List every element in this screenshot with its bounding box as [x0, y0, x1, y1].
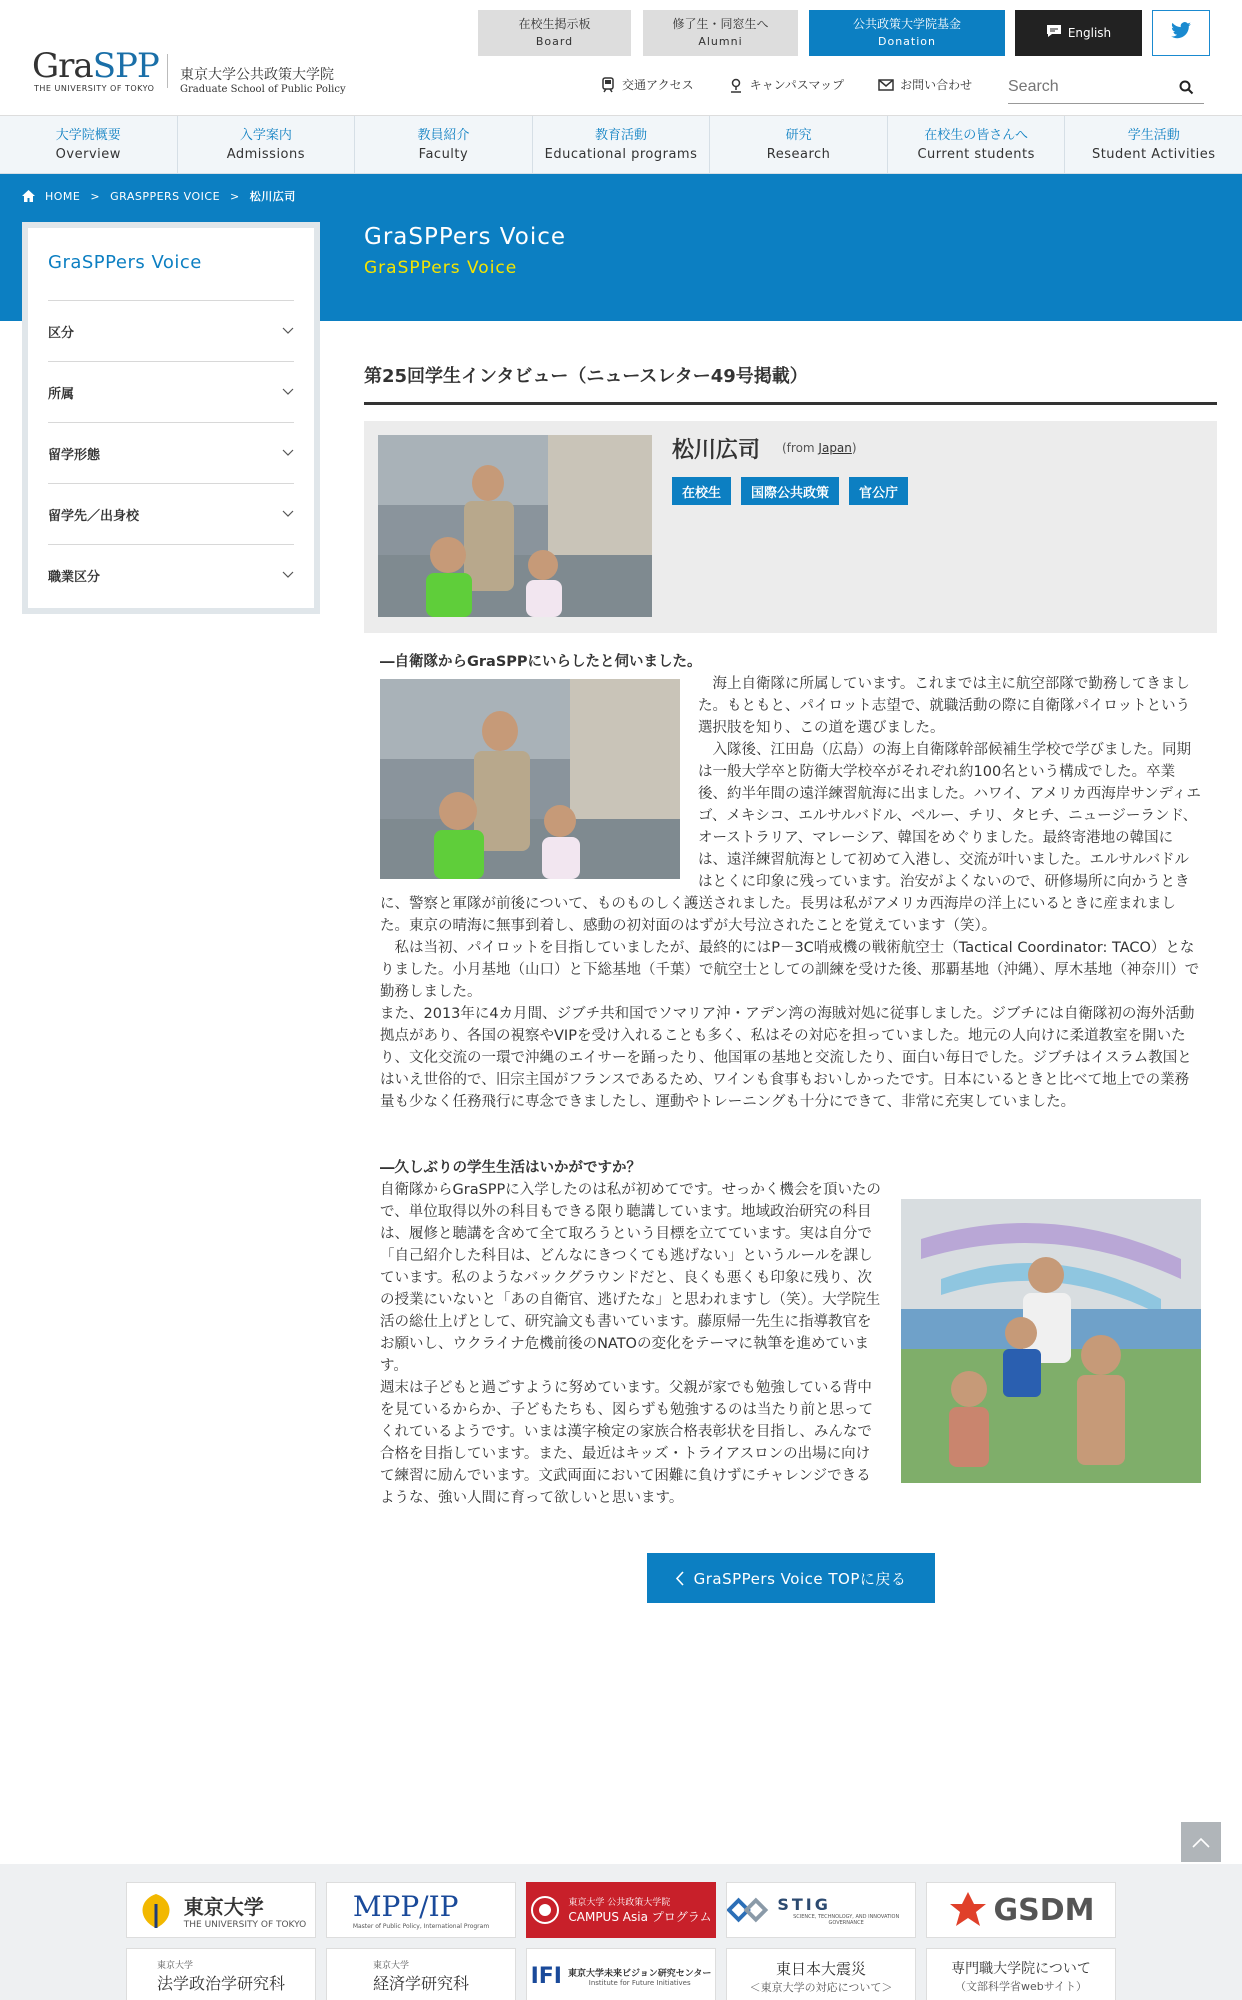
banner-professional-text: 専門職大学院について （文部科学省webサイト） [951, 1961, 1091, 1993]
global-nav [0, 116, 1242, 174]
sidebar-item-category[interactable] [48, 300, 294, 361]
answer-1-paragraph-1: 海上自衛隊に所属しています。これまでは主に航空部隊で勤務してきました。もともと、パイロット志望で、就職活動の際に自衛隊パイロットという選択肢を知り、この道を選びました。 [698, 676, 1191, 736]
sidebar-item-label: 区分 [48, 325, 75, 341]
chevron-down-icon [282, 571, 294, 579]
alumni-button-label: 修了生・同窓生へ [672, 17, 769, 31]
nav-item-label-en: Educational programs [544, 146, 698, 162]
banner-ifi-text: 東京大学未来ビジョン研究センター Institute for Future Initiatives [567, 1968, 712, 1987]
nav-item-label-en: Research [766, 146, 831, 162]
back-button-label: GraSPPers Voice TOPに戻る [693, 1569, 907, 1588]
banner-ifi[interactable] [526, 1948, 716, 2000]
logo-japanese-name: 東京大学公共政策大学院 [180, 67, 334, 83]
article-photo-2 [901, 1199, 1201, 1483]
nav-item-current-students[interactable] [888, 116, 1066, 173]
board-button[interactable] [478, 10, 631, 56]
sidebar-title[interactable]: GraSPPers Voice [48, 252, 202, 273]
sidebar-item-school[interactable] [48, 483, 294, 544]
nav-item-label-en: Faculty [418, 146, 469, 162]
chevron-down-icon [282, 510, 294, 518]
nav-item-label-en: Admissions [226, 146, 306, 162]
search-box [1008, 72, 1204, 104]
banner-utokyo-text: 東京大学 THE UNIVERSITY OF TOKYO [183, 1894, 307, 1930]
nav-item-student-activities[interactable] [1065, 116, 1242, 173]
article-photo-1 [380, 679, 680, 879]
gsdm-logo-icon [948, 1890, 988, 1930]
banner-economics-text: 東京大学 経済学研究科 [372, 1961, 469, 1993]
nav-item-label-jp: 教員紹介 [417, 127, 470, 143]
access-link-label: 交通アクセス [622, 78, 694, 92]
donation-button[interactable] [809, 10, 1005, 56]
map-pin-icon [728, 77, 744, 93]
breadcrumb-separator: > [230, 189, 240, 203]
page-title: GraSPPers Voice [364, 224, 566, 250]
nav-item-label-jp: 入学案内 [239, 127, 292, 143]
sidebar-item-label: 留学先／出身校 [48, 508, 140, 524]
contact-link-label: お問い合わせ [900, 78, 973, 92]
logo-subtitle: THE UNIVERSITY OF TOKYO [34, 84, 155, 93]
banner-campus-asia-text: 東京大学 公共政策大学院 CAMPUS Asia プログラム [568, 1898, 712, 1924]
home-icon [22, 190, 35, 202]
nav-item-label-en: Overview [55, 146, 121, 162]
nav-item-label-jp: 在校生の皆さんへ [924, 127, 1029, 143]
site-header [0, 0, 1242, 116]
banner-gsdm-text: GSDM [993, 1892, 1095, 1928]
search-icon[interactable] [1179, 80, 1194, 99]
footer [0, 1864, 1242, 2000]
back-to-top-list-button[interactable] [647, 1553, 935, 1603]
answer-1-paragraph-2: 入隊後、江田島（広島）の海上自衛隊幹部候補生学校で学びました。同期は一般大学卒と防衛大学校卒がそれぞれ約100名という構成でした。卒業後、約半年間の遠洋練習航海に出ました。ハワイ、アメリカ西海岸サンディエゴ、メキシコ、エルサルバドル、ペルー、チリ、タヒチ、ニュージーランド、オーストラリア、マレーシア、韓国をめぐりました。最終寄港地の韓国には、遠洋練習航海として初めて入港し、交流が叶いました。エルサルバドルはとくに印象に残っています。治安がよくないので、研修場所に向かうときに、警察と軍隊が前後について、ものものしく護送されました。長男は私がアメリカ西海岸の洋上にいるときに産まれました。東京の晴海に無事到着し、感動の初対面のはずが大号泣されたことを覚えています（笑）。 [380, 742, 1201, 934]
stig-logo-icon [727, 1897, 769, 1923]
nav-item-educational-programs[interactable] [533, 116, 711, 173]
tag-list [672, 477, 908, 505]
breadcrumb-home[interactable]: HOME [45, 189, 81, 203]
board-button-label: 在校生掲示板 [518, 17, 591, 31]
tag-enrolled[interactable]: 在校生 [672, 477, 731, 505]
banner-campus-asia[interactable] [526, 1882, 716, 1938]
banner-stig[interactable] [726, 1882, 916, 1938]
alumni-button[interactable] [643, 10, 798, 56]
nav-item-label-jp: 教育活動 [595, 127, 648, 143]
chevron-left-icon [675, 1571, 684, 1586]
sidebar-item-label: 所属 [48, 386, 75, 402]
sidebar-item-occupation[interactable] [48, 544, 294, 605]
train-icon [600, 77, 616, 93]
nav-item-label-en: Current students [917, 146, 1035, 162]
partner-banners [126, 1882, 1116, 2000]
nav-item-admissions[interactable] [178, 116, 356, 173]
search-input[interactable] [1008, 72, 1168, 102]
sidebar-item-label: 職業区分 [48, 569, 101, 585]
nav-item-research[interactable] [710, 116, 888, 173]
origin-prefix: (from [782, 441, 819, 455]
banner-mpp-ip[interactable] [326, 1882, 516, 1938]
mail-icon [878, 78, 894, 92]
banner-stig-text: STIG SCIENCE, TECHNOLOGY, AND INNOVATION GOVERNANCE [777, 1894, 900, 1926]
tag-sector[interactable]: 官公庁 [849, 477, 908, 505]
sidebar-item-study-type[interactable] [48, 422, 294, 483]
ginkgo-logo-icon [136, 1890, 176, 1930]
contact-link[interactable] [878, 76, 972, 93]
banner-mpp-text: MPP/IP Master of Public Policy, International Program [352, 1890, 490, 1930]
logo-mark: GraSPP [32, 46, 159, 86]
tag-program[interactable]: 国際公共政策 [741, 477, 839, 505]
campus-map-link[interactable] [728, 76, 844, 93]
article-body [364, 651, 1217, 1509]
student-name: 松川広司 [672, 438, 761, 463]
nav-item-label-jp: 研究 [785, 127, 812, 143]
answer-1-paragraph-4: また、2013年に4カ月間、ジブチ共和国でソマリア沖・アデン湾の海賊対処に従事しました。ジブチには自衛隊初の海外活動拠点があり、各国の視察やVIPを受け入れることも多く、私はその対応を担っていました。地元の人向けに柔道教室を開いたり、文化交流の一環で沖縄のエイサーを踊ったり、他国軍の基地と交流したり、面白い毎日でした。ジブチはイスラム教国とはいえ世俗的で、旧宗主国がフランスであるため、ワインも食事もおいしかったです。日本にいるときと比べて地上での業務量も少なく任務飛行に専念できましたし、運動やトレーニングも十分にできて、非常に充実していました。 [380, 1006, 1195, 1110]
nav-item-overview[interactable] [0, 116, 178, 173]
utility-links [600, 76, 972, 93]
sidebar-item-affiliation[interactable] [48, 361, 294, 422]
answer-2-paragraph-1: 自衛隊からGraSPPに入学したのは私が初めてです。せっかく機会を頂いたので、単位取得以外の科目もできる限り聴講しています。地域政治研究の科目は、履修と聴講を含めて全て取ろうという目標を立てています。実は自分で「自己紹介した科目は、どんなにきつくても逃げない」というルールを課しています。私のようなバックグラウンドだと、良くも悪くも印象に残り、次の授業にいないと「あの自衛官、逃げたな」と思われますし（笑）。大学院生活の総仕上げとして、研究論文も書いています。藤原帰一先生に指導教官をお願いし、ウクライナ危機前後のNATOの変化をテーマに執筆を進めています。 [380, 1182, 881, 1374]
speech-bubble-icon [1046, 24, 1062, 43]
profile-photo [378, 435, 652, 617]
campus-map-link-label: キャンパスマップ [749, 78, 845, 92]
twitter-icon [1170, 22, 1192, 45]
sidebar-item-label: 留学形態 [48, 447, 101, 463]
access-link[interactable] [600, 76, 694, 93]
question-2: ―久しぶりの学生生活はいかがですか？ [380, 1160, 641, 1176]
question-1: ―自衛隊からGraSPPにいらしたと伺いました。 [380, 654, 702, 670]
origin-suffix: ) [851, 441, 857, 455]
english-button[interactable] [1015, 10, 1142, 56]
banner-earthquake[interactable] [726, 1948, 916, 2000]
donation-button-sublabel: Donation [878, 35, 936, 48]
logo-divider [167, 54, 168, 88]
english-button-label: English [1067, 25, 1112, 40]
breadcrumb [22, 188, 296, 204]
board-button-sublabel: Board [535, 35, 574, 48]
chevron-down-icon [282, 388, 294, 396]
answer-2-paragraph-2: 週末は子どもと過ごすように努めています。父親が家でも勉強している背中を見ているからか、子どもたちも、図らずも勉強するのは当たり前と思ってくれているようです。いまは漢字検定の家族合格表彰状を目指し、みんなで合格を目指しています。また、最近はキッズ・トライアスロンの出場に向けて練習に励んでいます。文武両面において困難に負けずにチャレンジできるような、強い人間に育って欲しいと思います。 [380, 1380, 873, 1506]
nav-item-faculty[interactable] [355, 116, 533, 173]
donation-button-label: 公共政策大学院基金 [852, 17, 961, 31]
breadcrumb-current: 松川広司 [249, 190, 296, 203]
site-logo[interactable] [32, 46, 352, 98]
logo-english-name: Graduate School of Public Policy [180, 84, 346, 95]
page-subtitle: GraSPPers Voice [364, 258, 518, 278]
main-content [364, 322, 1217, 1603]
alumni-button-sublabel: Alumni [698, 35, 743, 48]
chevron-down-icon [282, 327, 294, 335]
sidebar [22, 222, 320, 614]
breadcrumb-graspper-voice[interactable]: GRASPPERS VOICE [110, 189, 221, 203]
chevron-down-icon [282, 449, 294, 457]
chevron-up-icon [1192, 1837, 1210, 1848]
origin-country-link[interactable]: Japan [818, 441, 852, 455]
banner-utokyo[interactable] [126, 1882, 316, 1938]
student-origin [782, 441, 857, 455]
twitter-button[interactable] [1152, 10, 1210, 56]
nav-item-label-jp: 大学院概要 [55, 127, 121, 143]
profile-card [364, 421, 1217, 633]
breadcrumb-separator: > [90, 189, 101, 203]
nav-item-label-jp: 学生活動 [1127, 127, 1180, 143]
nav-item-label-en: Student Activities [1091, 146, 1216, 162]
article-heading: 第25回学生インタビュー（ニュースレター49号掲載） [364, 362, 1217, 405]
answer-1-paragraph-3: 私は当初、パイロットを目指していましたが、最終的にはP－3C哨戒機の戦術航空士（Tactical Coordinator: TACO）となりました。小月基地（山口）と下総基地（千葉）で航空士としての訓練を受けた後、那覇基地（沖縄）、厚木基地（神奈川）で勤務しました。 [380, 940, 1200, 1000]
banner-professional-school[interactable] [926, 1948, 1116, 2000]
banner-law-text: 東京大学 法学政治学研究科 [156, 1961, 285, 1993]
banner-earthquake-text: 東日本大震災 ＜東京大学の対応について＞ [749, 1959, 893, 1994]
banner-economics[interactable] [326, 1948, 516, 2000]
banner-gsdm[interactable] [926, 1882, 1116, 1938]
ifi-logo-icon: IFI [530, 1963, 562, 1989]
banner-law-politics[interactable] [126, 1948, 316, 2000]
emblem-icon [530, 1895, 560, 1925]
scroll-to-top-button[interactable] [1181, 1822, 1221, 1862]
